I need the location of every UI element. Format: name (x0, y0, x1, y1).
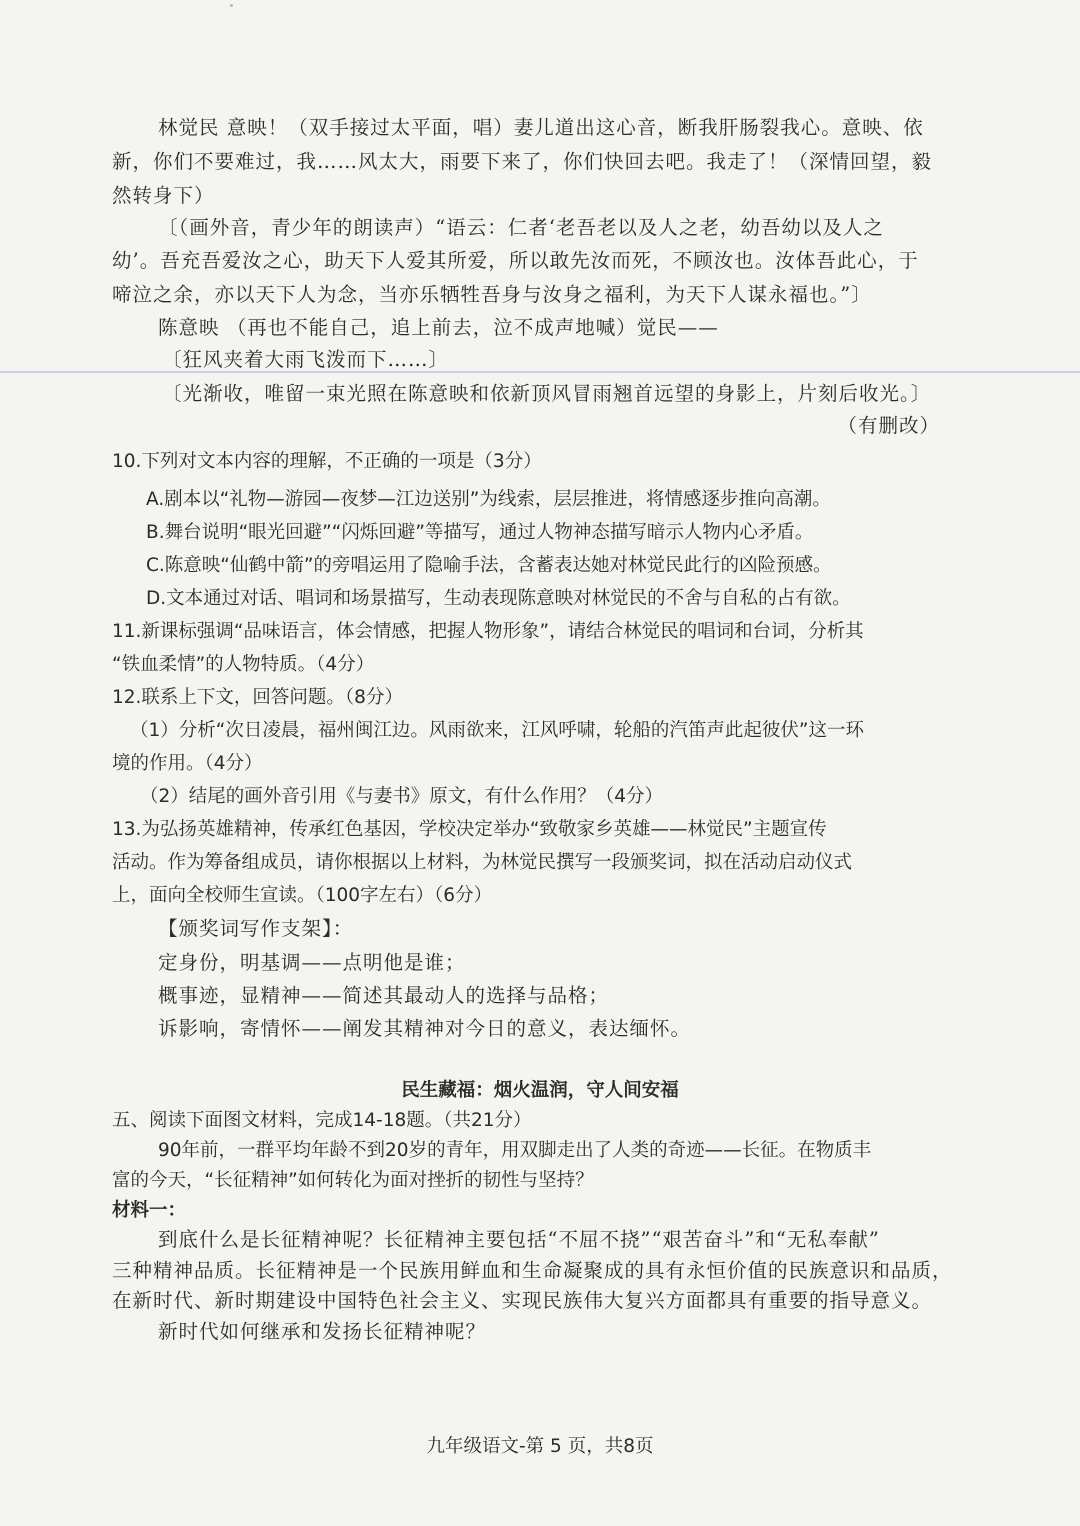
question-12: 12.联系上下文，回答问题。（8分） (112, 687, 403, 708)
question-13-cont: 上，面向全校师生宣读。（100字左右）（6分） (112, 885, 493, 906)
question-11: 11.新课标强调“品味语言，体会情感，把握人物形象”，请结合林觉民的唱词和台词，分析其 (112, 621, 864, 642)
option-d: D.文本通过对话、唱词和场景描写，生动表现陈意映对林觉民的不舍与自私的占有欲。 (146, 588, 851, 609)
question-13: 13.为弘扬英雄精神，传承红色基因，学校决定举办“致敬家乡英雄——林觉民”主题宣传 (112, 819, 827, 840)
drama-line: 〔光渐收，唯留一束光照在陈意映和依新顶风冒雨翘首远望的身影上，片刻后收光。〕 (162, 382, 932, 405)
revision-note: （有删改） (837, 414, 940, 437)
drama-line: 陈意映 （再也不能自己，追上前去，泣不成声地喊）觉民—— (158, 316, 719, 339)
page-footer: 九年级语文-第 5 页，共8页 (426, 1436, 654, 1457)
material-text: 三种精神品质。长征精神是一个民族用鲜血和生命凝聚成的具有永恒价值的民族意识和品质， (112, 1259, 953, 1282)
drama-line: 啼泣之余，亦以天下人为念，当亦乐牺牲吾身与汝身之福利，为天下人谋永福也。”〕 (112, 283, 872, 306)
material-text: 在新时代、新时期建设中国特色社会主义、实现民族伟大复兴方面都具有重要的指导意义。 (112, 1289, 933, 1312)
option-b: B.舞台说明“眼光回避”“闪烁回避”等描写，通过人物神态描写暗示人物内心矛盾。 (146, 522, 814, 543)
option-a: A.剧本以“礼物—游园—夜梦—江边送别”为线索，层层推进，将情感逐步推向高潮。 (146, 489, 831, 510)
material-label: 材料一： (112, 1200, 187, 1221)
section-intro: 五、阅读下面图文材料，完成14-18题。（共21分） (112, 1110, 532, 1131)
question-12-2: （2）结尾的画外音引用《与妻书》原文，有什么作用？（4分） (140, 786, 664, 807)
section-heading: 民生藏福：烟火温润，守人间安福 (401, 1080, 679, 1101)
writing-frame-item: 定身份，明基调——点明他是谁； (158, 951, 466, 974)
paragraph: 90年前，一群平均年龄不到20岁的青年，用双脚走出了人类的奇迹——长征。在物质丰 (158, 1140, 872, 1161)
material-text: 到底什么是长征精神呢？长征精神主要包括“不屈不挠”“艰苦奋斗”和“无私奉献” (158, 1228, 880, 1251)
question-13-cont: 活动。作为筹备组成员，请你根据以上材料，为林觉民撰写一段颁奖词，拟在活动启动仪式 (112, 852, 853, 873)
paragraph: 富的今天，“长征精神”如何转化为面对挫折的韧性与坚持？ (112, 1170, 594, 1191)
material-text: 新时代如何继承和发扬长征精神呢？ (158, 1320, 487, 1343)
drama-line: 〔狂风夹着大雨飞泼而下……〕 (162, 348, 450, 371)
writing-frame-item: 诉影响，寄情怀——阐发其精神对今日的意义，表达缅怀。 (158, 1017, 692, 1040)
question-12-1-cont: 境的作用。（4分） (112, 753, 263, 774)
drama-line: 新，你们不要难过，我……风太大，雨要下来了，你们快回去吧。我走了！（深情回望，毅 (112, 150, 933, 173)
option-c: C.陈意映“仙鹤中箭”的旁唱运用了隐喻手法，含蓄表达她对林觉民此行的凶险预感。 (146, 555, 832, 576)
scan-speck (230, 4, 233, 7)
drama-line: 〔（画外音，青少年的朗读声）“语云：仁者‘老吾老以及人之老，幼吾幼以及人之 (158, 216, 884, 239)
question-12-1: （1）分析“次日凌晨，福州闽江边。风雨欲来，江风呼啸，轮船的汽笛声此起彼伏”这一环 (130, 720, 864, 741)
drama-line: 然转身下） (112, 184, 215, 207)
drama-line: 幼’。吾充吾爱汝之心，助天下人爱其所爱，所以敢先汝而死，不顾汝也。汝体吾此心，于 (112, 249, 919, 272)
question-10: 10.下列对文本内容的理解，不正确的一项是（3分） (112, 451, 542, 472)
question-11-cont: “铁血柔情”的人物特质。（4分） (112, 654, 375, 675)
drama-line: 林觉民 意映！（双手接过太平面，唱）妻儿道出这心音，断我肝肠裂我心。意映、依 (158, 116, 924, 139)
writing-frame-title: 【颁奖词写作支架】： (158, 917, 354, 940)
writing-frame-item: 概事迹，显精神——简述其最动人的选择与品格； (158, 984, 610, 1007)
